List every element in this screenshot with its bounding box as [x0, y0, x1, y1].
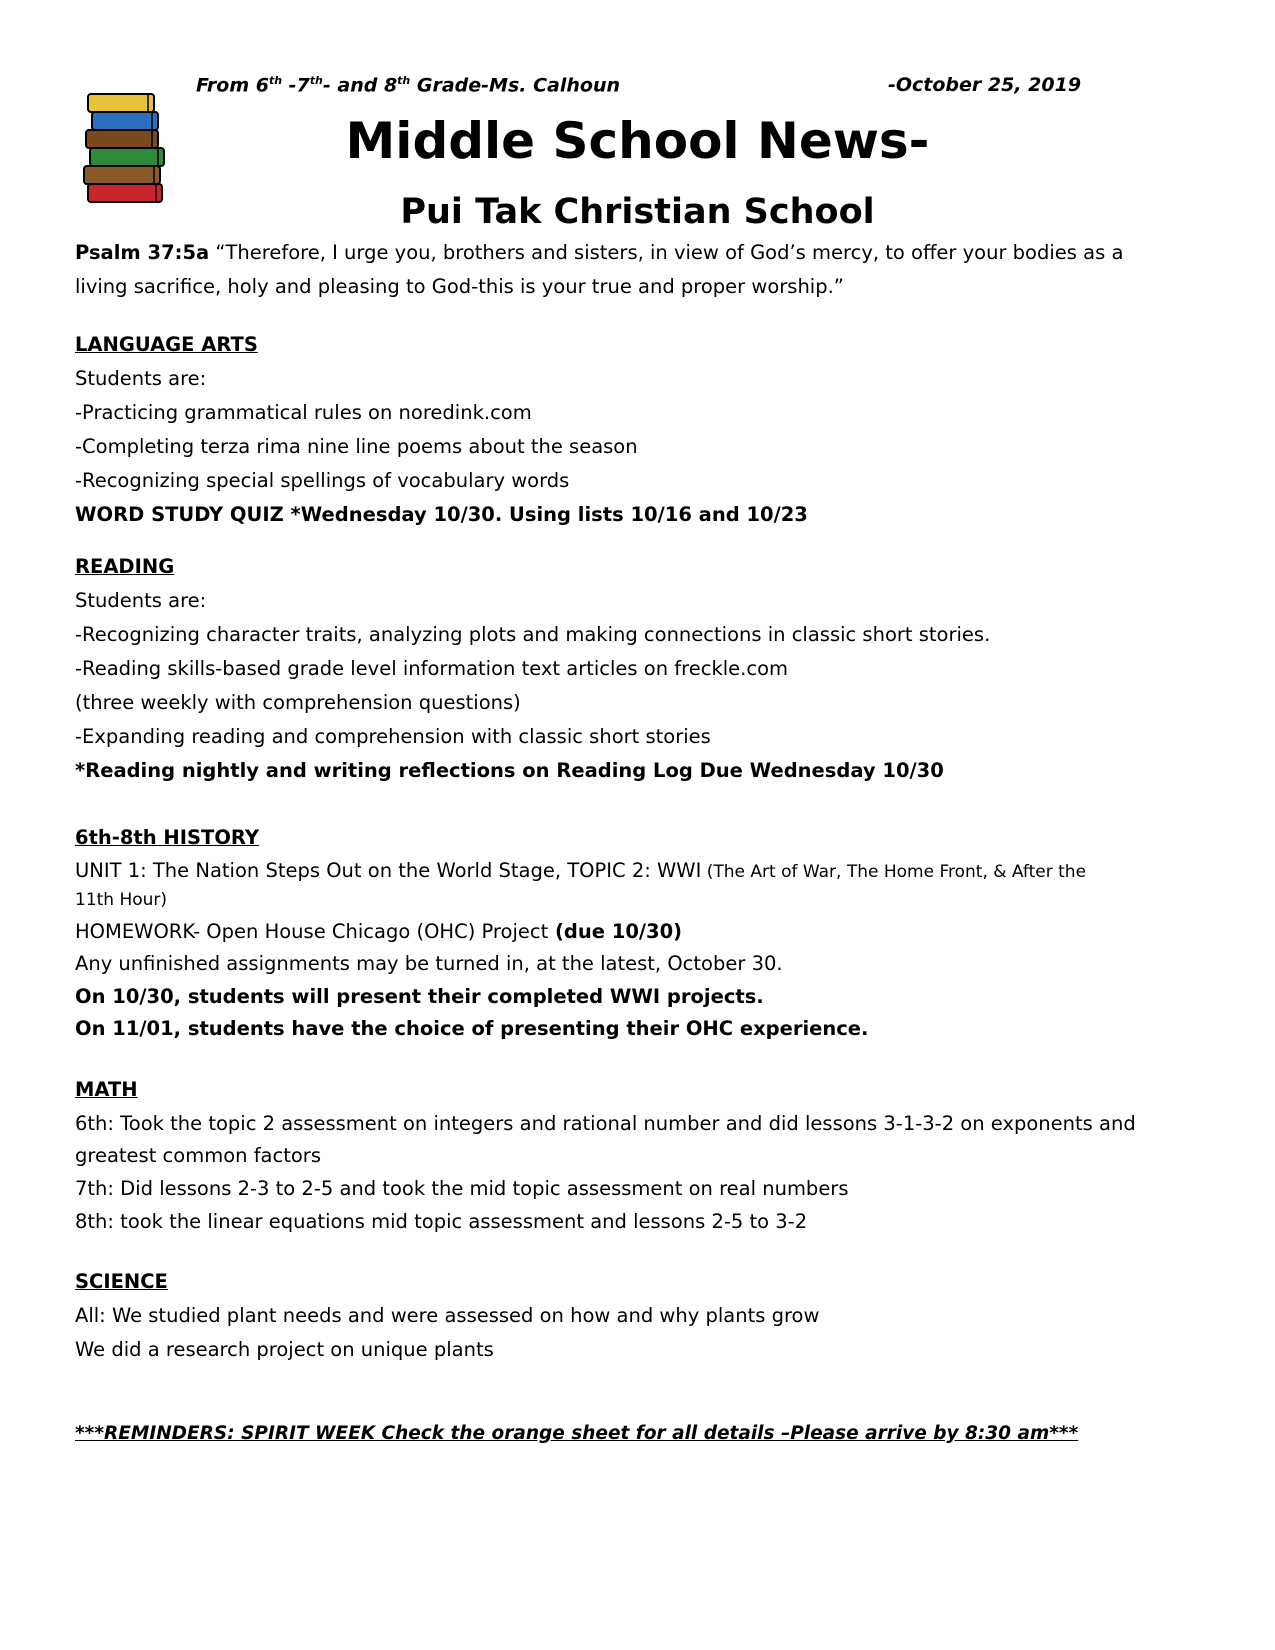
- reading-log-due: *Reading nightly and writing reflections on Reading Log Due Wednesday 10/30: [75, 759, 944, 782]
- language-arts-heading: LANGUAGE ARTS: [75, 333, 258, 356]
- science-heading: SCIENCE: [75, 1270, 168, 1293]
- list-item: -Recognizing special spellings of vocabulary words: [75, 469, 570, 492]
- list-item: 8th: took the linear equations mid topic assessment and lessons 2-5 to 3-2: [75, 1210, 808, 1233]
- list-item: All: We studied plant needs and were assessed on how and why plants grow: [75, 1304, 820, 1327]
- history-present-1: On 10/30, students will present their completed WWI projects.: [75, 985, 764, 1008]
- list-item: 6th: Took the topic 2 assessment on integers and rational number and did lessons 3-1-3-2 on exponents and: [75, 1112, 1136, 1135]
- word-study-quiz: WORD STUDY QUIZ *Wednesday 10/30. Using lists 10/16 and 10/23: [75, 503, 808, 526]
- from-line: From 6th -7th- and 8th Grade-Ms. Calhoun: [196, 74, 620, 97]
- history-unit: UNIT 1: The Nation Steps Out on the World Stage, TOPIC 2: WWI (The Art of War, The Home Front, & After the: [75, 859, 1087, 882]
- list-item: -Completing terza rima nine line poems about the season: [75, 435, 638, 458]
- list-item: Students are:: [75, 589, 207, 612]
- history-present-2: On 11/01, students have the choice of presenting their OHC experience.: [75, 1017, 869, 1040]
- reminder: ***REMINDERS: SPIRIT WEEK Check the orange sheet for all details –Please arrive by 8:30 am***: [75, 1423, 1079, 1444]
- list-item: 7th: Did lessons 2-3 to 2-5 and took the mid topic assessment on real numbers: [75, 1177, 849, 1200]
- page-title: Middle School News-: [345, 112, 930, 170]
- list-item: (three weekly with comprehension questions): [75, 691, 521, 714]
- date: -October 25, 2019: [888, 74, 1082, 96]
- history-unit-detail: 11th Hour): [75, 890, 168, 910]
- math-heading: MATH: [75, 1078, 138, 1101]
- history-unfinished: Any unfinished assignments may be turned in, at the latest, October 30.: [75, 952, 783, 975]
- list-item: Students are:: [75, 367, 207, 390]
- school-name: Pui Tak Christian School: [400, 192, 875, 232]
- list-item: greatest common factors: [75, 1144, 321, 1167]
- list-item: -Recognizing character traits, analyzing plots and making connections in classic short stories.: [75, 623, 991, 646]
- list-item: -Practicing grammatical rules on noredink.com: [75, 401, 532, 424]
- verse-line-2: living sacrifice, holy and pleasing to God-this is your true and proper worship.”: [75, 275, 844, 298]
- list-item: -Expanding reading and comprehension with classic short stories: [75, 725, 711, 748]
- verse-line-1: Psalm 37:5a “Therefore, I urge you, brothers and sisters, in view of God’s mercy, to offer your bodies as a: [75, 241, 1124, 264]
- list-item: We did a research project on unique plants: [75, 1338, 494, 1361]
- history-homework: HOMEWORK- Open House Chicago (OHC) Project (due 10/30): [75, 920, 683, 943]
- list-item: -Reading skills-based grade level information text articles on freckle.com: [75, 657, 788, 680]
- history-heading: 6th-8th HISTORY: [75, 826, 259, 849]
- reading-heading: READING: [75, 555, 175, 578]
